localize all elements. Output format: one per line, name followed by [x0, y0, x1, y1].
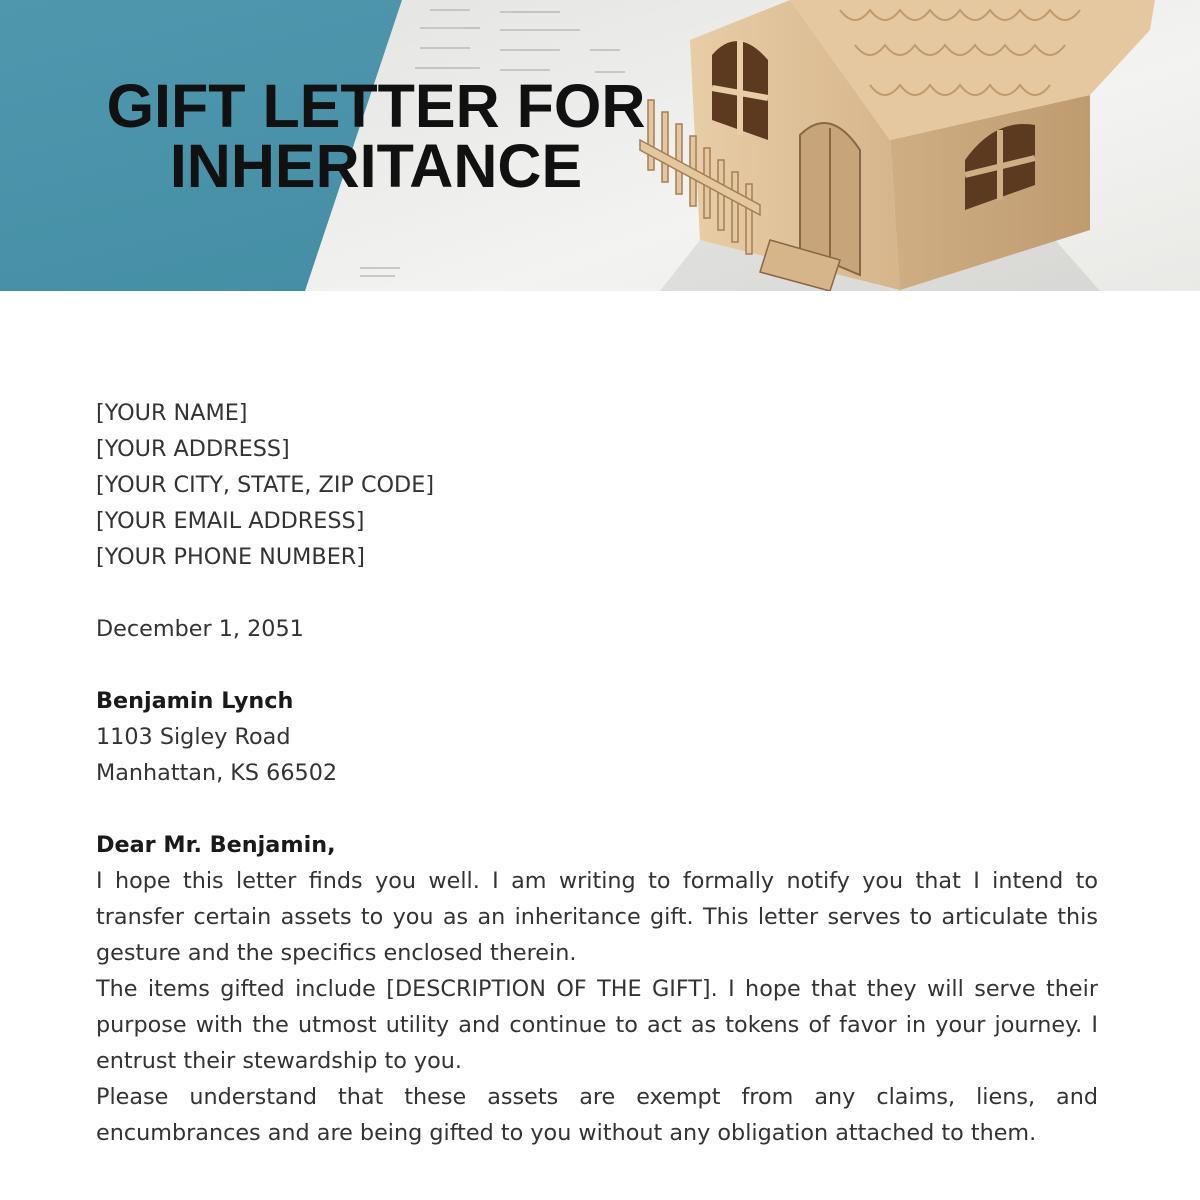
sender-city-state-zip: [YOUR CITY, STATE, ZIP CODE] — [96, 472, 435, 498]
sender-email: [YOUR EMAIL ADDRESS] — [96, 508, 365, 534]
recipient-name: Benjamin Lynch — [96, 688, 294, 714]
title-line-2: INHERITANCE — [169, 132, 583, 200]
sender-address: [YOUR ADDRESS] — [96, 436, 290, 462]
sender-block — [96, 395, 1098, 575]
letter-body — [96, 395, 1098, 1151]
letter-date: December 1, 2051 — [96, 616, 304, 642]
paragraph-gift-items: The items gifted include [DESCRIPTION OF THE GIFT]. I hope that they will serve their purpose with the utmost utility and continue to act as tokens of favor in your journey. I entrust their stewardship to you. — [96, 976, 1098, 1074]
recipient-street: 1103 Sigley Road — [96, 724, 291, 750]
paragraph-exemption: Please understand that these assets are exempt from any claims, liens, and encumbrances and are being gifted to you without any obligation attached to them. — [96, 1084, 1098, 1146]
paragraph-intro: I hope this letter finds you well. I am writing to formally notify you that I intend to transfer certain assets to you as an inheritance gift. This letter serves to articulate this gesture and the specifics enclosed therein. — [96, 868, 1098, 966]
header-banner — [0, 0, 1200, 291]
recipient-city-state-zip: Manhattan, KS 66502 — [96, 760, 338, 786]
date-block — [96, 611, 1098, 647]
sender-name: [YOUR NAME] — [96, 400, 248, 426]
sender-phone: [YOUR PHONE NUMBER] — [96, 544, 365, 570]
page-title — [0, 72, 752, 200]
salutation: Dear Mr. Benjamin, — [96, 832, 336, 858]
title-line-1: GIFT LETTER FOR — [106, 72, 646, 140]
recipient-block — [96, 683, 1098, 791]
